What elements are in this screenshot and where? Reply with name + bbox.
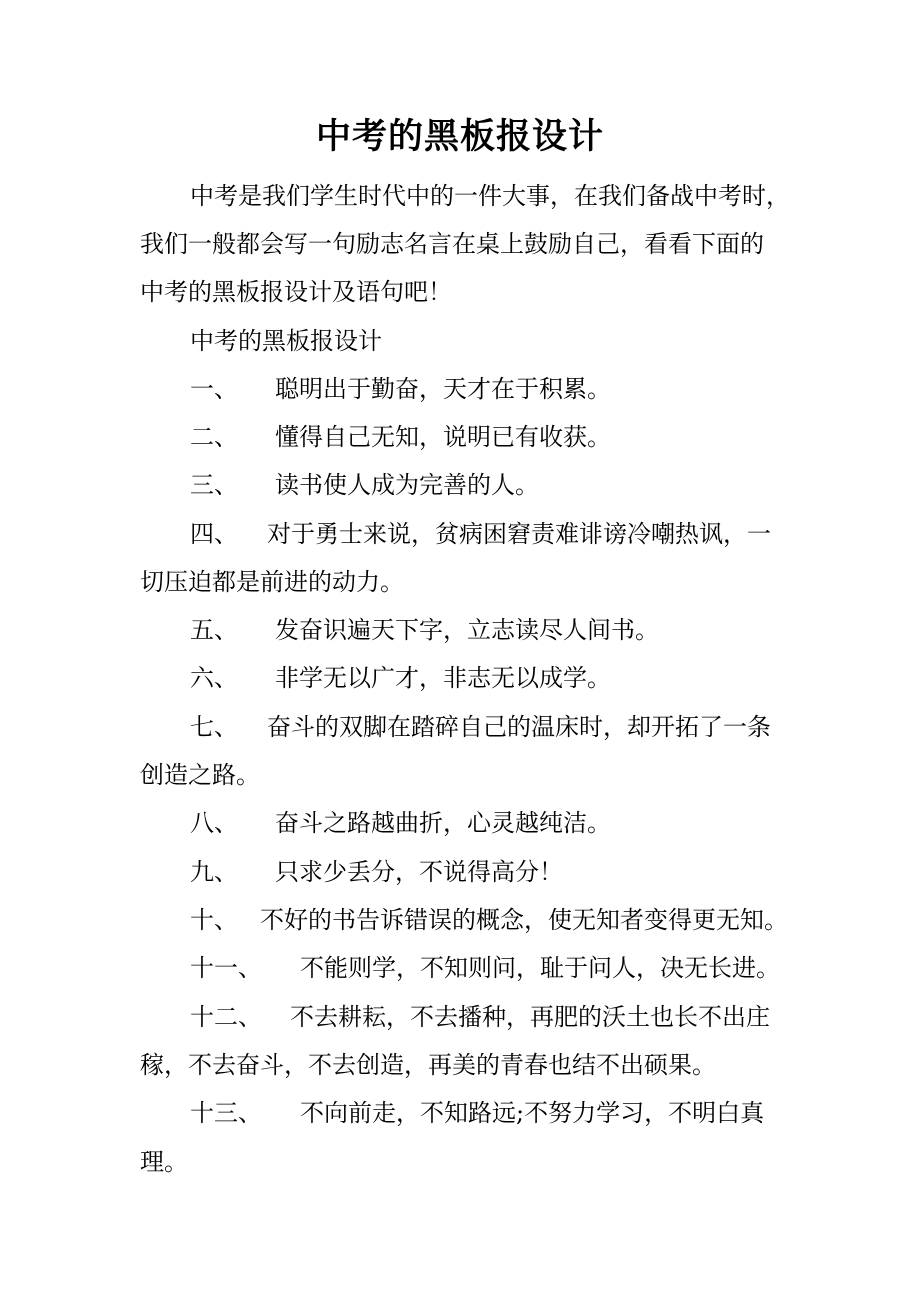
- item-text: 奋斗的双脚在踏碎自己的温床时，却开拓了一条: [267, 713, 771, 741]
- intro-line: 我们一般都会写一句励志名言在桌上鼓励自己，看看下面的: [140, 230, 764, 258]
- item-text: 不向前走，不知路远;不努力学习，不明白真: [300, 1099, 765, 1127]
- item-text: 奋斗之路越曲折，心灵越纯洁。: [275, 809, 611, 837]
- page-title: 中考的黑板报设计: [315, 116, 604, 157]
- item-number: 一、: [190, 375, 238, 403]
- item-text: 对于勇士来说，贫病困窘责难诽谤冷嘲热讽，一: [267, 520, 771, 548]
- item-number: 十二、: [190, 1003, 262, 1031]
- intro-line: 中考是我们学生时代中的一件大事，在我们备战中考时，: [190, 182, 790, 210]
- item-number: 二、: [190, 423, 238, 451]
- item-number: 八、: [190, 809, 238, 837]
- intro-line: 中考的黑板报设计及语句吧！: [140, 278, 452, 306]
- list-item: [190, 421, 835, 453]
- list-item: [190, 373, 835, 405]
- list-item: [190, 711, 835, 743]
- item-continuation: 切压迫都是前进的动力。: [140, 568, 404, 596]
- list-item: [190, 1097, 835, 1129]
- section-subtitle: 中考的黑板报设计: [190, 327, 382, 355]
- list-item: [190, 952, 835, 984]
- item-continuation: 理。: [140, 1148, 188, 1176]
- item-text: 非学无以广才，非志无以成学。: [275, 664, 611, 692]
- item-text: 聪明出于勤奋，天才在于积累。: [275, 375, 611, 403]
- item-text: 只求少丢分，不说得高分！: [275, 858, 563, 886]
- list-item: [190, 1001, 835, 1033]
- item-text: 读书使人成为完善的人。: [275, 471, 539, 499]
- item-continuation: 创造之路。: [140, 761, 260, 789]
- list-item: [190, 904, 835, 936]
- item-number: 四、: [190, 520, 238, 548]
- list-item: [190, 614, 835, 646]
- item-number: 七、: [190, 713, 238, 741]
- item-text: 不好的书告诉错误的概念，使无知者变得更无知。: [260, 906, 788, 934]
- item-number: 三、: [190, 471, 238, 499]
- item-text: 不去耕耘，不去播种，再肥的沃土也长不出庄: [290, 1003, 770, 1031]
- item-continuation: 稼，不去奋斗，不去创造，再美的青春也结不出硕果。: [140, 1051, 716, 1079]
- item-number: 十三、: [190, 1099, 262, 1127]
- item-number: 十、: [190, 906, 238, 934]
- item-text: 发奋识遍天下字，立志读尽人间书。: [275, 616, 659, 644]
- item-number: 九、: [190, 858, 238, 886]
- list-item: [190, 469, 835, 501]
- list-item: [190, 662, 835, 694]
- item-text: 懂得自己无知，说明已有收获。: [275, 423, 611, 451]
- item-number: 五、: [190, 616, 238, 644]
- list-item: [190, 856, 835, 888]
- list-item: [190, 518, 835, 550]
- item-text: 不能则学，不知则问，耻于问人，决无长进。: [300, 954, 780, 982]
- item-number: 十一、: [190, 954, 262, 982]
- list-item: [190, 807, 835, 839]
- item-number: 六、: [190, 664, 238, 692]
